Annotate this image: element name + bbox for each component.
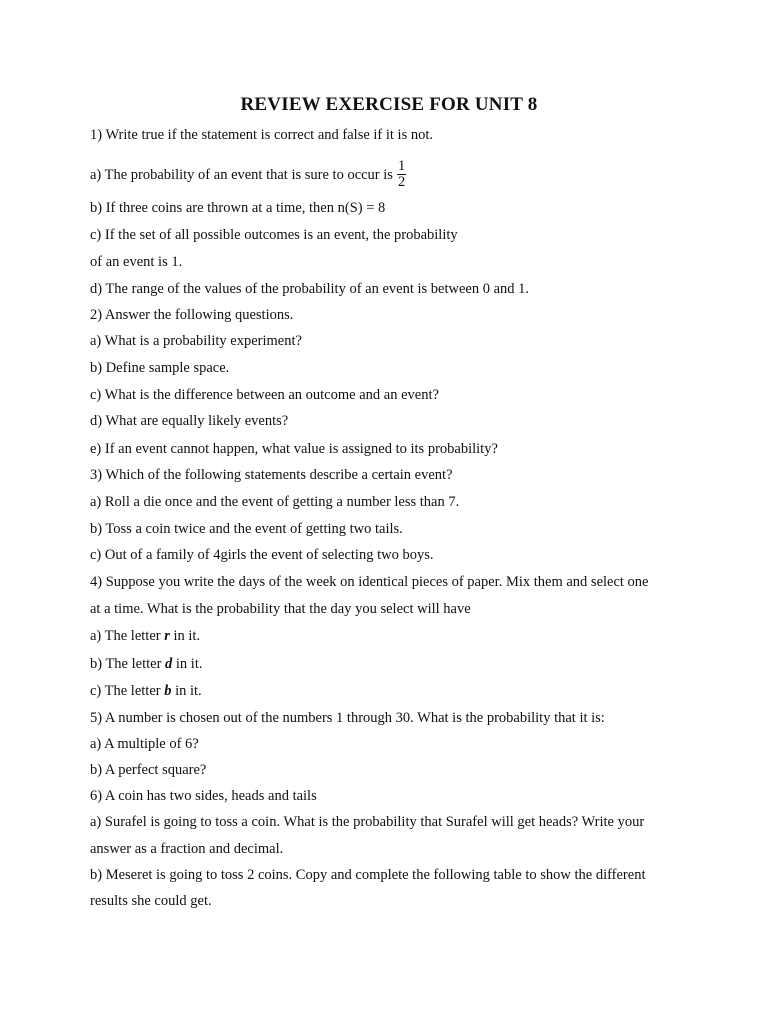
q6-b-line1: b) Meseret is going to toss 2 coins. Copy and complete the following table to show the different [90,867,646,883]
q1-c-line2: of an event is 1. [90,254,183,270]
q4-a-text: a) The letter [90,628,165,644]
q6-a-line1: a) Surafel is going to toss a coin. What is the probability that Surafel will get heads? Write your [90,814,645,830]
q6-heading: 6) A coin has two sides, heads and tails [90,788,317,804]
q5-heading: 5) A number is chosen out of the numbers 1 through 30. What is the probability that it is: [90,710,605,726]
q4-a-suffix: in it. [169,628,201,644]
q5-a: a) A multiple of 6? [90,736,199,752]
q1-c-line1: c) If the set of all possible outcomes is an event, the probability [90,227,458,243]
q4-b-letter: d [165,656,173,672]
fraction [397,159,406,190]
q2-c: c) What is the difference between an outcome and an event? [90,387,439,403]
q2-heading: 2) Answer the following questions. [90,307,294,323]
q2-e: e) If an event cannot happen, what value is assigned to its probability? [90,441,498,457]
q4-c [90,682,202,700]
q5-b: b) A perfect square? [90,762,207,778]
q1-a-text: a) The probability of an event that is sure to occur is [90,166,393,183]
q6-a-line2: answer as a fraction and decimal. [90,841,284,857]
q4-c-letter: b [164,683,172,699]
q1-a [90,160,406,191]
q3-c: c) Out of a family of 4girls the event of selecting two boys. [90,547,434,563]
fraction-numerator: 1 [397,158,406,174]
q4-a-letter: r [164,628,170,644]
q6-b-line2: results she could get. [90,893,212,909]
q3-a: a) Roll a die once and the event of getting a number less than 7. [90,494,460,510]
q4-line2: at a time. What is the probability that the day you select will have [90,601,471,617]
q4-b-suffix: in it. [172,656,203,672]
page-title: REVIEW EXERCISE FOR UNIT 8 [240,94,538,115]
q2-b: b) Define sample space. [90,360,230,376]
q1-heading: 1) Write true if the statement is correct and false if it is not. [90,127,434,143]
fraction-denominator: 2 [397,174,406,190]
q1-d: d) The range of the values of the probability of an event is between 0 and 1. [90,281,530,297]
q4-line1: 4) Suppose you write the days of the week on identical pieces of paper. Mix them and select one [90,574,649,590]
q4-b [90,655,203,673]
q4-c-suffix: in it. [171,683,202,699]
q4-a [90,627,200,645]
q4-c-text: c) The letter [90,683,165,699]
q1-b: b) If three coins are thrown at a time, then n(S) = 8 [90,200,386,216]
q4-b-text: b) The letter [90,656,166,672]
q2-a: a) What is a probability experiment? [90,333,302,349]
q3-heading: 3) Which of the following statements describe a certain event? [90,467,453,483]
q3-b: b) Toss a coin twice and the event of getting two tails. [90,521,403,537]
q2-d: d) What are equally likely events? [90,413,289,429]
